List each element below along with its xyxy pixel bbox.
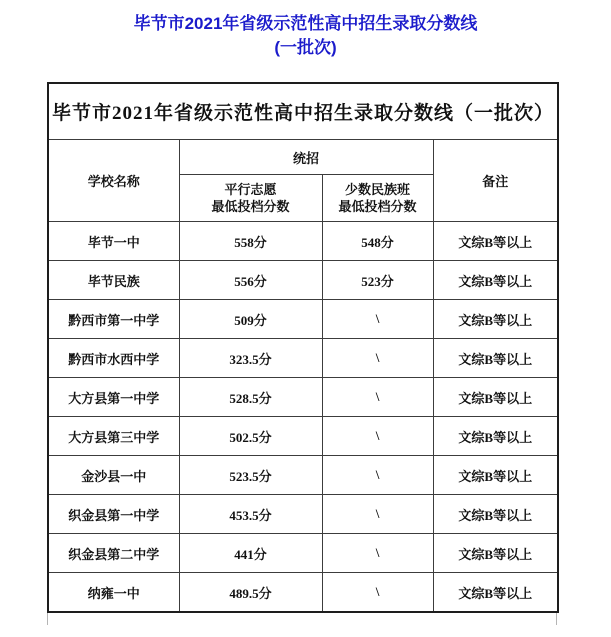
header-parallel-line2: 最低投档分数 — [211, 199, 290, 214]
school-name-cell: 织金县第一中学 — [48, 495, 179, 534]
table-row — [48, 456, 558, 495]
minority-score-cell: \ — [322, 495, 433, 534]
table-cutoff-borders — [47, 613, 557, 625]
minority-score-cell: \ — [322, 534, 433, 573]
table-row — [48, 495, 558, 534]
table-row — [48, 378, 558, 417]
parallel-score-cell: 323.5分 — [179, 339, 322, 378]
table-right-border-stub — [556, 613, 557, 625]
table-row — [48, 300, 558, 339]
score-table-body — [48, 83, 558, 222]
school-name-cell: 毕节一中 — [48, 222, 179, 261]
header-minority-line1: 少数民族班 — [344, 182, 410, 197]
minority-score-cell: \ — [322, 300, 433, 339]
remark-cell: 文综B等以上 — [433, 573, 558, 613]
parallel-score-cell: 556分 — [179, 261, 322, 300]
remark-cell: 文综B等以上 — [433, 378, 558, 417]
table-row — [48, 534, 558, 573]
minority-score-cell: \ — [322, 456, 433, 495]
minority-score-cell: \ — [322, 573, 433, 613]
score-table — [47, 82, 559, 613]
table-row — [48, 339, 558, 378]
remark-cell: 文综B等以上 — [433, 339, 558, 378]
school-name-cell: 黔西市水西中学 — [48, 339, 179, 378]
page-title-line1: 毕节市2021年省级示范性高中招生录取分数线 — [133, 14, 478, 33]
school-name-cell: 大方县第三中学 — [48, 417, 179, 456]
header-row-1 — [48, 140, 558, 175]
school-name-cell: 金沙县一中 — [48, 456, 179, 495]
parallel-score-cell: 558分 — [179, 222, 322, 261]
remark-cell: 文综B等以上 — [433, 300, 558, 339]
school-name-cell: 黔西市第一中学 — [48, 300, 179, 339]
minority-score-cell: \ — [322, 417, 433, 456]
parallel-score-cell: 528.5分 — [179, 378, 322, 417]
header-parallel-volunteer — [179, 175, 322, 222]
school-name-cell: 纳雍一中 — [48, 573, 179, 613]
table-row — [48, 261, 558, 300]
header-general-admission: 统招 — [179, 140, 433, 175]
school-name-cell: 大方县第一中学 — [48, 378, 179, 417]
page-title — [0, 12, 611, 60]
remark-cell: 文综B等以上 — [433, 261, 558, 300]
minority-score-cell: 548分 — [322, 222, 433, 261]
minority-score-cell: \ — [322, 378, 433, 417]
table-row — [48, 417, 558, 456]
remark-cell: 文综B等以上 — [433, 456, 558, 495]
remark-cell: 文综B等以上 — [433, 417, 558, 456]
header-remark: 备注 — [433, 140, 558, 222]
school-name-cell: 毕节民族 — [48, 261, 179, 300]
parallel-score-cell: 502.5分 — [179, 417, 322, 456]
remark-cell: 文综B等以上 — [433, 534, 558, 573]
header-parallel-line1: 平行志愿 — [224, 182, 277, 197]
score-table-container — [47, 82, 557, 613]
minority-score-cell: 523分 — [322, 261, 433, 300]
parallel-score-cell: 523.5分 — [179, 456, 322, 495]
table-caption: 毕节市2021年省级示范性高中招生录取分数线（一批次） — [48, 83, 558, 140]
school-name-cell: 织金县第二中学 — [48, 534, 179, 573]
parallel-score-cell: 509分 — [179, 300, 322, 339]
caption-row — [48, 83, 558, 140]
table-row — [48, 222, 558, 261]
header-minority-class — [322, 175, 433, 222]
page-title-line2: (一批次) — [274, 38, 337, 57]
score-table-data-rows — [48, 222, 558, 613]
remark-cell: 文综B等以上 — [433, 495, 558, 534]
header-minority-line2: 最低投档分数 — [338, 199, 417, 214]
table-row — [48, 573, 558, 613]
header-school-name: 学校名称 — [48, 140, 179, 222]
table-left-border-stub — [47, 613, 48, 625]
parallel-score-cell: 441分 — [179, 534, 322, 573]
remark-cell: 文综B等以上 — [433, 222, 558, 261]
parallel-score-cell: 489.5分 — [179, 573, 322, 613]
minority-score-cell: \ — [322, 339, 433, 378]
parallel-score-cell: 453.5分 — [179, 495, 322, 534]
